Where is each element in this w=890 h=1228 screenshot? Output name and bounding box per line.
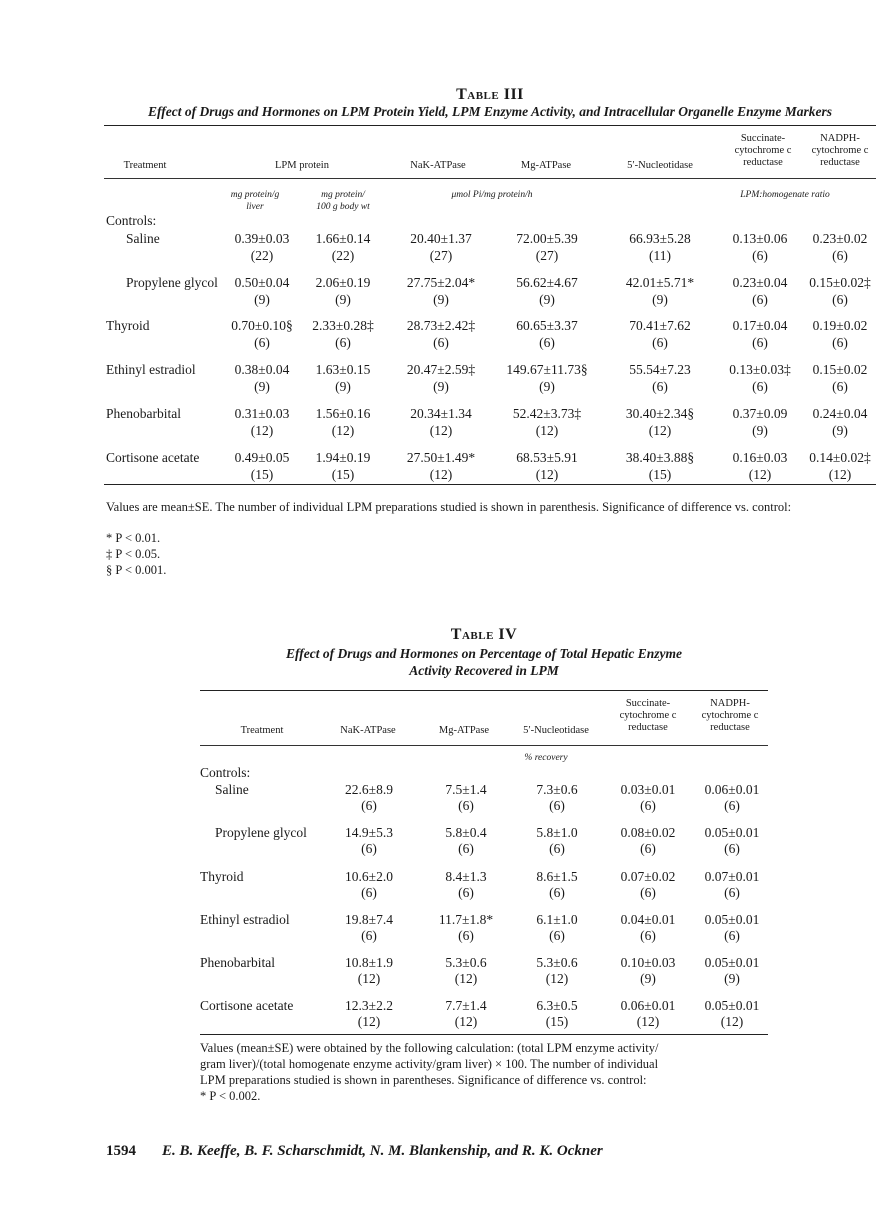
cell-mean-se: 14.9±5.3: [345, 825, 393, 840]
unit-line: mg protein/g: [230, 190, 280, 200]
cell-n: (9): [832, 423, 848, 438]
cell-mean-se: 42.01±5.71*: [625, 275, 695, 290]
cell-n: (6): [832, 335, 848, 350]
row-label: Thyroid: [106, 318, 150, 333]
cell-mean-se: 27.75±2.04*: [406, 275, 476, 290]
cell-mean-se: 149.67±11.73§: [506, 362, 588, 377]
cell-n: (6): [752, 292, 768, 307]
header-line: cytochrome c: [619, 710, 677, 721]
table4-note-line3: LPM preparations studied is shown in parentheses. Significance of difference vs. control:: [200, 1073, 647, 1087]
header-line: NADPH-: [820, 133, 860, 144]
table3-unit-umol: μmol Pi/mg protein/h: [451, 190, 533, 200]
unit-line: mg protein/: [321, 190, 365, 200]
cell-mean-se: 38.40±3.88§: [625, 450, 695, 465]
header-line: Succinate-: [740, 133, 786, 144]
cell-n: (6): [433, 335, 449, 350]
row-label: Ethinyl estradiol: [200, 912, 290, 927]
table4-header-nak-atpase: NaK-ATPase: [340, 725, 396, 736]
row-label: Saline: [215, 782, 249, 797]
cell-n: (12): [250, 423, 274, 438]
cell-n: (6): [640, 885, 656, 900]
cell-mean-se: 30.40±2.34§: [625, 406, 695, 421]
cell-n: (6): [652, 335, 668, 350]
cell-n: (12): [454, 971, 478, 986]
cell-mean-se: 0.05±0.01: [704, 998, 760, 1013]
cell-mean-se: 6.3±0.5: [536, 998, 578, 1013]
table3-header-treatment: Treatment: [123, 160, 167, 171]
cell-n: (9): [254, 292, 270, 307]
cell-mean-se: 0.10±0.03: [620, 955, 676, 970]
cell-n: (9): [335, 292, 351, 307]
cell-n: (12): [429, 467, 453, 482]
cell-n: (6): [361, 885, 377, 900]
table4-unit-recovery: % recovery: [524, 753, 568, 763]
cell-mean-se: 19.8±7.4: [345, 912, 393, 927]
cell-mean-se: 1.94±0.19: [315, 450, 371, 465]
cell-n: (9): [433, 379, 449, 394]
cell-n: (6): [458, 885, 474, 900]
header-line: reductase: [743, 157, 783, 168]
table4-label: Table IV: [450, 626, 518, 643]
cell-n: (6): [640, 928, 656, 943]
cell-mean-se: 0.39±0.03: [234, 231, 290, 246]
cell-mean-se: 66.93±5.28: [629, 231, 691, 246]
cell-mean-se: 70.41±7.62: [629, 318, 691, 333]
table4-note-line2: gram liver)/(total homogenate enzyme activity/gram liver) × 100. The number of individual: [200, 1057, 659, 1071]
cell-n: (6): [361, 928, 377, 943]
cell-n: (9): [335, 379, 351, 394]
cell-n: (12): [357, 1014, 381, 1029]
table3-unit-mg-per-g-liver: [231, 189, 279, 213]
cell-mean-se: 22.6±8.9: [345, 782, 393, 797]
cell-mean-se: 20.34±1.34: [410, 406, 472, 421]
table4-note-line1: Values (mean±SE) were obtained by the following calculation: (total LPM enzyme activity/: [200, 1041, 659, 1055]
cell-mean-se: 0.06±0.01: [620, 998, 676, 1013]
cell-mean-se: 5.8±0.4: [445, 825, 487, 840]
table3-header-nak-atpase: NaK-ATPase: [410, 160, 466, 171]
cell-mean-se: 60.65±3.37: [516, 318, 578, 333]
cell-n: (27): [429, 248, 453, 263]
cell-mean-se: 0.24±0.04: [812, 406, 868, 421]
cell-n: (6): [724, 841, 740, 856]
table4-caption-line1: Effect of Drugs and Hormones on Percentage of Total Hepatic Enzyme: [286, 646, 682, 661]
table4-top-rule: [200, 690, 768, 691]
header-line: NADPH-: [710, 698, 750, 709]
cell-n: (6): [549, 798, 565, 813]
cell-n: (6): [752, 335, 768, 350]
cell-mean-se: 0.05±0.01: [704, 912, 760, 927]
table4-group-controls: Controls:: [200, 765, 251, 780]
cell-n: (6): [640, 841, 656, 856]
cell-mean-se: 0.05±0.01: [704, 825, 760, 840]
unit-line: liver: [246, 202, 264, 212]
cell-n: (27): [535, 248, 559, 263]
table3-group-controls: Controls:: [106, 213, 157, 228]
table3-header-lpm-protein: LPM protein: [275, 160, 329, 171]
cell-mean-se: 5.3±0.6: [536, 955, 578, 970]
cell-mean-se: 0.13±0.03‡: [729, 362, 791, 377]
header-line: cytochrome c: [701, 710, 759, 721]
cell-mean-se: 0.15±0.02‡: [809, 275, 871, 290]
cell-n: (12): [357, 971, 381, 986]
cell-n: (6): [361, 798, 377, 813]
table3-label: Table III: [456, 86, 524, 103]
cell-n: (6): [752, 379, 768, 394]
cell-mean-se: 7.7±1.4: [445, 998, 487, 1013]
cell-mean-se: 0.03±0.01: [620, 782, 676, 797]
header-line: cytochrome c: [734, 145, 792, 156]
row-label: Phenobarbital: [200, 955, 275, 970]
cell-n: (12): [748, 467, 772, 482]
cell-mean-se: 0.38±0.04: [234, 362, 290, 377]
row-label: Propylene glycol: [215, 825, 307, 840]
table3-bottom-rule: [104, 484, 876, 485]
cell-mean-se: 1.56±0.16: [315, 406, 371, 421]
cell-n: (9): [752, 423, 768, 438]
cell-mean-se: 55.54±7.23: [629, 362, 691, 377]
cell-n: (15): [648, 467, 672, 482]
table3-footnote-section: § P < 0.001.: [106, 563, 167, 577]
cell-n: (12): [429, 423, 453, 438]
cell-mean-se: 0.13±0.06: [732, 231, 788, 246]
cell-mean-se: 28.73±2.42‡: [406, 318, 476, 333]
cell-mean-se: 0.37±0.09: [732, 406, 788, 421]
cell-n: (12): [535, 423, 559, 438]
row-label: Thyroid: [200, 869, 244, 884]
table3-top-rule: [104, 125, 876, 126]
cell-mean-se: 1.63±0.15: [315, 362, 371, 377]
table3-header-nucleotidase: 5′-Nucleotidase: [627, 160, 693, 171]
cell-n: (9): [539, 292, 555, 307]
cell-n: (9): [433, 292, 449, 307]
unit-line: 100 g body wt: [316, 202, 370, 212]
cell-n: (6): [458, 928, 474, 943]
cell-n: (22): [331, 248, 355, 263]
row-label: Saline: [126, 231, 160, 246]
table4-header-rule: [200, 745, 768, 746]
cell-mean-se: 7.3±0.6: [536, 782, 578, 797]
header-line: cytochrome c: [811, 145, 869, 156]
cell-mean-se: 5.3±0.6: [445, 955, 487, 970]
cell-n: (6): [549, 841, 565, 856]
cell-n: (11): [649, 248, 671, 263]
cell-n: (12): [720, 1014, 744, 1029]
cell-n: (12): [828, 467, 852, 482]
row-label: Cortisone acetate: [200, 998, 294, 1013]
cell-mean-se: 6.1±1.0: [536, 912, 578, 927]
cell-n: (12): [535, 467, 559, 482]
cell-mean-se: 0.19±0.02: [812, 318, 868, 333]
table4-caption-line2: Activity Recovered in LPM: [409, 663, 559, 678]
cell-mean-se: 10.6±2.0: [345, 869, 393, 884]
cell-mean-se: 10.8±1.9: [345, 955, 393, 970]
cell-mean-se: 72.00±5.39: [516, 231, 578, 246]
cell-mean-se: 12.3±2.2: [345, 998, 393, 1013]
cell-mean-se: 1.66±0.14: [315, 231, 371, 246]
cell-n: (9): [254, 379, 270, 394]
cell-mean-se: 0.70±0.10§: [231, 318, 293, 333]
page-number: 1594: [106, 1143, 136, 1159]
cell-n: (15): [545, 1014, 569, 1029]
cell-mean-se: 27.50±1.49*: [406, 450, 476, 465]
table3-header-rule: [104, 178, 876, 179]
cell-n: (6): [832, 292, 848, 307]
cell-mean-se: 0.07±0.02: [620, 869, 676, 884]
cell-n: (9): [640, 971, 656, 986]
cell-mean-se: 0.08±0.02: [620, 825, 676, 840]
cell-n: (12): [636, 1014, 660, 1029]
table4-header-nucleotidase: 5′-Nucleotidase: [523, 725, 589, 736]
cell-mean-se: 0.31±0.03: [234, 406, 290, 421]
cell-n: (9): [652, 292, 668, 307]
table4-bottom-rule: [200, 1034, 768, 1035]
header-line: reductase: [820, 157, 860, 168]
cell-n: (15): [331, 467, 355, 482]
table4-header-nadph: [702, 698, 759, 734]
cell-mean-se: 2.06±0.19: [315, 275, 371, 290]
table3-header-succinate: [735, 133, 792, 169]
cell-n: (6): [361, 841, 377, 856]
table4-header-mg-atpase: Mg-ATPase: [438, 725, 490, 736]
cell-n: (9): [724, 971, 740, 986]
cell-mean-se: 0.15±0.02: [812, 362, 868, 377]
cell-n: (6): [724, 885, 740, 900]
cell-n: (12): [331, 423, 355, 438]
cell-mean-se: 20.40±1.37: [410, 231, 472, 246]
cell-mean-se: 0.05±0.01: [704, 955, 760, 970]
table4-header-treatment: Treatment: [240, 725, 284, 736]
cell-n: (6): [458, 798, 474, 813]
header-line: Succinate-: [625, 698, 671, 709]
cell-mean-se: 0.16±0.03: [732, 450, 788, 465]
cell-n: (6): [652, 379, 668, 394]
header-line: reductase: [710, 722, 750, 733]
cell-n: (6): [640, 798, 656, 813]
cell-n: (6): [752, 248, 768, 263]
running-authors: E. B. Keeffe, B. F. Scharschmidt, N. M. Blankenship, and R. K. Ockner: [162, 1143, 603, 1159]
table3-unit-ratio: LPM:homogenate ratio: [740, 190, 830, 200]
row-label: Ethinyl estradiol: [106, 362, 196, 377]
cell-n: (6): [832, 248, 848, 263]
table3-footnote-dagger: ‡ P < 0.05.: [106, 547, 161, 561]
cell-n: (12): [648, 423, 672, 438]
row-label: Phenobarbital: [106, 406, 181, 421]
cell-mean-se: 0.04±0.01: [620, 912, 676, 927]
cell-n: (6): [539, 335, 555, 350]
cell-mean-se: 5.8±1.0: [536, 825, 578, 840]
cell-n: (6): [724, 798, 740, 813]
cell-n: (6): [724, 928, 740, 943]
cell-mean-se: 0.17±0.04: [732, 318, 788, 333]
cell-mean-se: 8.4±1.3: [445, 869, 487, 884]
cell-n: (12): [454, 1014, 478, 1029]
cell-mean-se: 0.06±0.01: [704, 782, 760, 797]
cell-n: (22): [250, 248, 274, 263]
cell-mean-se: 2.33±0.28‡: [312, 318, 374, 333]
cell-n: (6): [549, 928, 565, 943]
table3-unit-mg-per-100g: [316, 189, 370, 213]
cell-n: (6): [254, 335, 270, 350]
cell-n: (6): [832, 379, 848, 394]
table4-footnote-star: * P < 0.002.: [200, 1089, 261, 1103]
cell-n: (6): [549, 885, 565, 900]
cell-mean-se: 0.49±0.05: [234, 450, 290, 465]
table4-header-succinate: [620, 698, 677, 734]
cell-mean-se: 0.23±0.02: [812, 231, 868, 246]
cell-n: (6): [458, 841, 474, 856]
cell-n: (12): [545, 971, 569, 986]
table3-header-nadph: [812, 133, 869, 169]
cell-mean-se: 52.42±3.73‡: [512, 406, 582, 421]
cell-n: (15): [250, 467, 274, 482]
cell-mean-se: 11.7±1.8*: [438, 912, 494, 927]
cell-n: (9): [539, 379, 555, 394]
cell-n: (6): [335, 335, 351, 350]
cell-mean-se: 8.6±1.5: [536, 869, 578, 884]
cell-mean-se: 0.14±0.02‡: [809, 450, 871, 465]
row-label: Cortisone acetate: [106, 450, 200, 465]
table3-header-mg-atpase: Mg-ATPase: [520, 160, 572, 171]
cell-mean-se: 0.23±0.04: [732, 275, 788, 290]
cell-mean-se: 0.50±0.04: [234, 275, 290, 290]
cell-mean-se: 68.53±5.91: [516, 450, 578, 465]
table3-footnote-star: * P < 0.01.: [106, 531, 161, 545]
cell-mean-se: 56.62±4.67: [516, 275, 578, 290]
cell-mean-se: 20.47±2.59‡: [406, 362, 476, 377]
table3-note: Values are mean±SE. The number of individual LPM preparations studied is shown in parenthesis. Significance of difference vs. control:: [106, 500, 792, 514]
header-line: reductase: [628, 722, 668, 733]
cell-mean-se: 7.5±1.4: [445, 782, 487, 797]
row-label: Propylene glycol: [126, 275, 218, 290]
cell-mean-se: 0.07±0.01: [704, 869, 760, 884]
table3-caption: Effect of Drugs and Hormones on LPM Protein Yield, LPM Enzyme Activity, and Intracellular Organelle Enzyme Markers: [147, 104, 833, 119]
